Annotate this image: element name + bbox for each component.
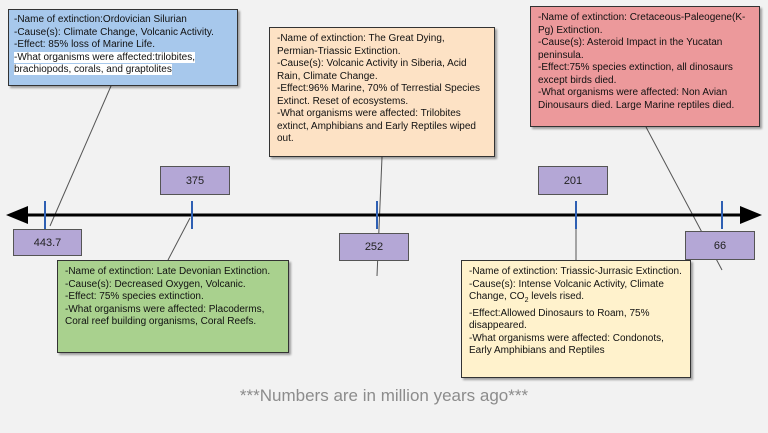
triassic-causes-tail: levels rised.	[528, 291, 585, 302]
ordovician-causes: -Cause(s): Climate Change, Volcanic Activity.	[14, 26, 214, 38]
arrow-left-icon	[6, 206, 28, 224]
cretaceous-causes: -Cause(s): Asteroid Impact in the Yucatan peninsula.	[538, 37, 723, 61]
triassic-causes	[469, 279, 683, 308]
year-ordovician: 443.7	[13, 229, 82, 256]
ordovician-name: -Name of extinction:Ordovician Silurian	[14, 14, 187, 25]
year-devonian: 375	[160, 166, 230, 195]
permian-name: -Name of extinction: The Great Dying, Permian-Triassic Extinction.	[277, 33, 445, 57]
connector-devonian	[168, 218, 190, 260]
ordovician-organisms-label: -What organisms were affected:	[14, 51, 155, 63]
cretaceous-effect: -Effect:75% species extinction, all dinosaurs except birds died.	[538, 62, 733, 86]
year-triassic: 201	[538, 166, 608, 195]
ordovician-organisms-list: trilobites, brachiopods, corals, and graptolites	[14, 51, 196, 75]
ordovician-effect: -Effect: 85% loss of Marine Life.	[14, 39, 155, 50]
arrow-right-icon	[740, 206, 762, 224]
triassic-organisms: -What organisms were affected: Condonots, Early Amphibians and Reptiles	[469, 332, 664, 356]
cretaceous-organisms: -What organisms were affected: Non Avian Dinousaurs died. Large Marine reptiles died.	[538, 87, 735, 111]
devonian-causes: -Cause(s): Decreased Oxygen, Volcanic.	[65, 278, 246, 290]
devonian-organisms: -What organisms were affected: Placoderms, Coral reef building organisms, Coral Reefs.	[65, 303, 265, 327]
triassic-effect: -Effect:Allowed Dinosaurs to Roam, 75% disappeared.	[469, 307, 650, 331]
cretaceous-name: -Name of extinction: Cretaceous-Paleogene(K-Pg) Extinction.	[538, 12, 746, 36]
triassic-name: -Name of extinction: Triassic-Jurrasic Extinction.	[469, 266, 682, 277]
ordovician-organisms	[14, 52, 232, 77]
year-permian: 252	[339, 233, 409, 261]
permian-effect: -Effect:96% Marine, 70% of Terrestial Species Extinct. Reset of ecosystems.	[277, 83, 481, 107]
callout-cretaceous	[530, 6, 760, 127]
connector-ordovician	[50, 86, 111, 226]
permian-organisms: -What organisms were affected: Trilobites extinct, Amphibians and Early Reptiles wiped out.	[277, 108, 476, 144]
callout-devonian	[57, 260, 289, 353]
callout-permian	[269, 27, 495, 157]
permian-causes: -Cause(s): Volcanic Activity in Siberia, Acid Rain, Climate Change.	[277, 58, 467, 82]
units-note: ***Numbers are in million years ago***	[239, 386, 529, 405]
callout-ordovician	[8, 9, 238, 86]
devonian-name: -Name of extinction: Late Devonian Extinction.	[65, 266, 271, 277]
devonian-effect: -Effect: 75% species extinction.	[65, 291, 204, 302]
callout-triassic	[461, 260, 691, 378]
triassic-causes-subscript: 2	[524, 297, 529, 304]
year-cretaceous: 66	[685, 231, 755, 260]
triassic-causes-text: -Cause(s): Intense Volcanic Activity, Climate Change, CO	[469, 278, 664, 302]
